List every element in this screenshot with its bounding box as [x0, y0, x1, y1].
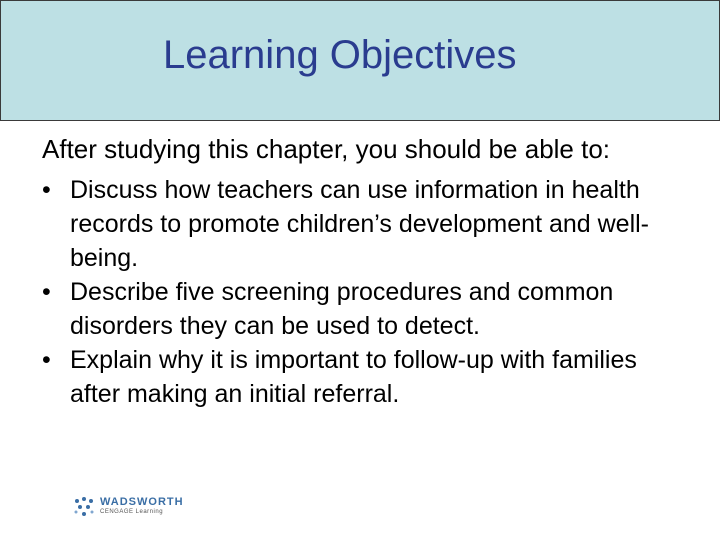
objective-item — [42, 173, 692, 275]
objective-item — [42, 275, 692, 343]
bullet-icon: • — [42, 176, 51, 204]
objectives-list — [42, 173, 692, 411]
objective-item — [42, 343, 692, 411]
objective-text: Describe five screening procedures and common disorders they can be used to detect. — [70, 278, 614, 340]
logo-wordmark: WADSWORTH — [100, 496, 184, 508]
slide-title: Learning Objectives — [163, 33, 517, 77]
bullet-icon: • — [42, 278, 51, 306]
title-bar — [0, 0, 720, 121]
objective-text: Discuss how teachers can use information in health records to promote children’s development and well-being. — [70, 176, 650, 272]
slide-content — [42, 133, 692, 411]
bullet-icon: • — [42, 346, 51, 374]
objective-text: Explain why it is important to follow-up with families after making an initial referral. — [70, 346, 637, 408]
intro-text: After studying this chapter, you should be able to: — [42, 134, 611, 164]
logo-subtitle: CENGAGE Learning — [100, 509, 164, 515]
wadsworth-logo-icon — [72, 495, 96, 519]
publisher-logo — [72, 495, 184, 519]
